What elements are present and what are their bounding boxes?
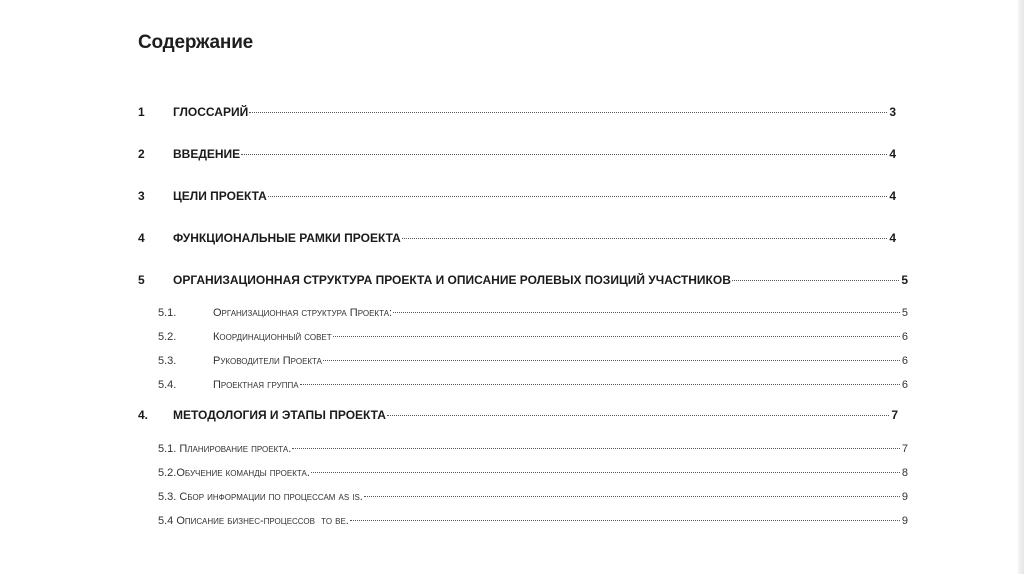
toc-heading: Содержание [138, 32, 254, 53]
toc-entry[interactable] [158, 353, 908, 369]
toc-entry[interactable] [138, 407, 898, 423]
toc-entry[interactable] [138, 146, 896, 162]
toc-entry-title: 5.3. Сбор информации по процессам as is. [158, 491, 363, 503]
toc-entry-title: 5.1. Планирование проекта. [158, 443, 292, 455]
toc-entry-title: Руководители Проекта [213, 355, 323, 367]
dot-leader [333, 336, 900, 337]
toc-entry[interactable] [138, 104, 896, 120]
toc-entry-number: 5.3. [158, 355, 177, 367]
toc-entry-number: 5.2. [158, 331, 177, 343]
toc-entry[interactable] [138, 272, 908, 288]
toc-entry[interactable] [158, 489, 908, 505]
dot-leader [292, 448, 900, 449]
toc-entry-number: 4 [138, 231, 145, 245]
toc-entry[interactable] [158, 377, 908, 393]
toc-entry-page: 9 [901, 491, 908, 503]
toc-entry-page: 4 [889, 189, 896, 203]
dot-leader [311, 472, 900, 473]
toc-entry[interactable] [158, 441, 908, 457]
toc-entry-number: 5.1. [158, 307, 177, 319]
dot-leader [300, 384, 900, 385]
toc-entry-title: 5.2.Обучение команды проекта. [158, 467, 310, 479]
toc-entry-title: ГЛОССАРИЙ [173, 105, 249, 119]
toc-entry-title: Координационный совет [213, 331, 332, 343]
toc-entry-number: 5.4. [158, 379, 177, 391]
toc-entry-page: 5 [901, 307, 908, 319]
toc-entry-page: 6 [901, 331, 908, 343]
toc-entry-page: 4 [889, 147, 896, 161]
toc-entry-page: 7 [891, 408, 898, 422]
dot-leader [249, 112, 887, 113]
toc-entry[interactable] [158, 329, 908, 345]
toc-entry-title: Организационная структура Проекта: [213, 307, 393, 319]
dot-leader [393, 312, 900, 313]
toc-entry-page: 5 [901, 273, 908, 287]
toc-entry-title: ФУНКЦИОНАЛЬНЫЕ РАМКИ ПРОЕКТА [173, 231, 401, 245]
toc-entry-page: 8 [901, 467, 908, 479]
toc-entry[interactable] [138, 188, 896, 204]
toc-entry[interactable] [158, 305, 908, 321]
toc-entry-number: 1 [138, 105, 145, 119]
toc-entry-page: 9 [901, 515, 908, 527]
dot-leader [350, 520, 900, 521]
dot-leader [364, 496, 900, 497]
dot-leader [241, 154, 887, 155]
toc-entry-page: 4 [889, 231, 896, 245]
toc-entry-page: 3 [889, 105, 896, 119]
dot-leader [387, 415, 889, 416]
toc-entry[interactable] [158, 465, 908, 481]
toc-entry-number: 4. [138, 408, 149, 422]
toc-entry[interactable] [138, 230, 896, 246]
toc-entry-number: 3 [138, 189, 145, 203]
dot-leader [323, 360, 900, 361]
toc-entry-title: Проектная группа [213, 379, 299, 391]
toc-entry-page: 6 [901, 379, 908, 391]
toc-entry[interactable] [158, 513, 908, 529]
toc-entry-number: 2 [138, 147, 145, 161]
toc-entry-page: 7 [901, 443, 908, 455]
dot-leader [402, 238, 888, 239]
toc-entry-page: 6 [901, 355, 908, 367]
dot-leader [268, 196, 887, 197]
toc-entry-title: ОРГАНИЗАЦИОННАЯ СТРУКТУРА ПРОЕКТА И ОПИСАНИЕ РОЛЕВЫХ ПОЗИЦИЙ УЧАСТНИКОВ [173, 273, 731, 287]
toc-entry-title: МЕТОДОЛОГИЯ И ЭТАПЫ ПРОЕКТА [173, 408, 386, 422]
toc-entry-title: ВВЕДЕНИЕ [173, 147, 241, 161]
toc-entry-title: 5.4 Описание бизнес-процессов to be. [158, 515, 349, 527]
dot-leader [732, 280, 899, 281]
toc-entry-title: ЦЕЛИ ПРОЕКТА [173, 189, 267, 203]
toc-entry-number: 5 [138, 273, 145, 287]
